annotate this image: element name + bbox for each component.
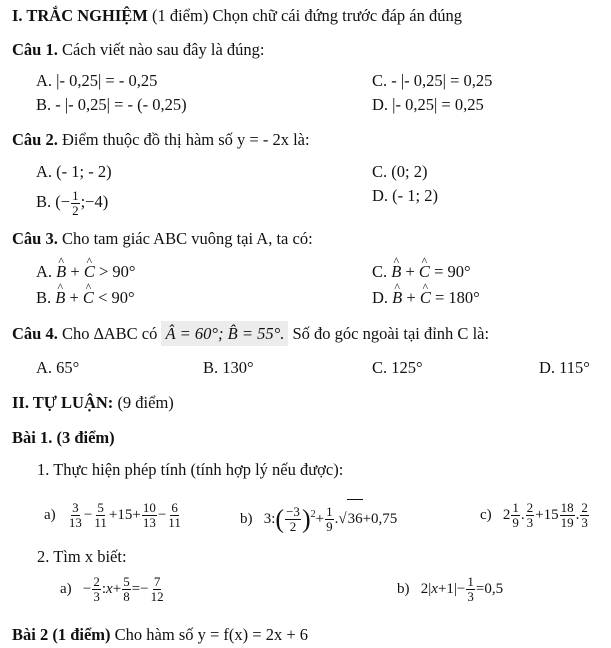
q4-option-c[interactable]: C. 125° [372, 358, 423, 377]
q3-option-b-letter: B. [36, 288, 52, 307]
expression-a: a) $\frac{3}{13}$ − $\frac{5}{11}$ +15+ $\frac{10}{13}$ − $\frac{6}{11}$ [44, 500, 181, 531]
fraction: $\frac{1}{3}$ [467, 574, 474, 605]
part2-title [12, 395, 174, 412]
q3-option-d-relation: = 180° [430, 288, 480, 307]
q3-text: Cho tam giác ABC vuông tại A, ta có: [57, 229, 313, 248]
find-x-b: b) 2|x+1|− $\frac{1}{3}$ =0,5 [397, 574, 504, 605]
q3-label: Câu 3. [12, 229, 58, 248]
angle-c-hat: ^ C [419, 264, 430, 281]
q3-option-c-relation: = 90° [429, 262, 471, 281]
q1-stem [12, 42, 265, 59]
sqrt-36: 36 [347, 499, 363, 538]
angle-c-hat: ^ C [83, 290, 94, 307]
q3-stem [12, 231, 313, 248]
q2-option-c[interactable]: C. (0; 2) [372, 162, 428, 181]
q3-option-d[interactable]: D. ^ B + ^ C = 180° [372, 290, 480, 307]
q2-option-b-rest: ;−4) [80, 192, 109, 211]
angle-b-hat: ^ B [55, 290, 65, 307]
angle-b-hat: ^ B [56, 264, 66, 281]
q3-option-b-relation: < 90° [93, 288, 135, 307]
q3-option-a-letter: A. [36, 262, 53, 281]
expression-c: c) 2 $\frac{1}{9}$ . $\frac{2}{3}$ +15 $\frac{18}{19}$ . $\frac{2}{3}$ [480, 500, 588, 531]
q1-option-c[interactable]: C. - |- 0,25| = 0,25 [372, 71, 493, 90]
angle-b-hat: ^ B [391, 264, 401, 281]
q1-label: Câu 1. [12, 40, 58, 59]
bai2-title [12, 627, 308, 644]
q2-text: Điểm thuộc đồ thị hàm số y = - 2x là: [57, 130, 310, 149]
q4-option-a[interactable]: A. 65° [36, 358, 80, 377]
fraction: $\frac{1}{9}$ [326, 504, 333, 535]
part1-points: (1 điểm) Chọn chữ cái đứng trước đáp án đúng [147, 6, 462, 25]
q3-option-a[interactable]: A. ^ B + ^ C > 90° [36, 264, 136, 281]
q2-stem [12, 132, 310, 149]
fraction: $\frac{7}{12}$ [150, 574, 164, 605]
bai1-title: Bài 1. (3 điểm) [12, 428, 115, 447]
q4-stem [12, 326, 489, 343]
q2-option-b[interactable]: B. (− $\frac{1}{2}$ ;−4) [36, 188, 109, 218]
q2-option-d[interactable]: D. (- 1; 2) [372, 186, 438, 205]
q3-option-c-letter: C. [372, 262, 388, 281]
angle-c-hat: ^ C [420, 290, 431, 307]
find-x-a-label: a) [60, 581, 72, 597]
q3-option-d-letter: D. [372, 288, 389, 307]
fraction: $\frac{2}{3}$ [526, 500, 534, 531]
q4-text-after: Số đo góc ngoài tại đỉnh C là: [288, 324, 490, 343]
q4-option-b[interactable]: B. 130° [203, 358, 254, 377]
part1-title [12, 8, 462, 25]
q1-option-d[interactable]: D. |- 0,25| = 0,25 [372, 95, 484, 114]
fraction: $\frac{5}{8}$ [123, 574, 130, 605]
q1-text: Cách viết nào sau đây là đúng: [57, 40, 265, 59]
part2-points: (9 điểm) [113, 393, 174, 412]
fraction: $\frac{10}{13}$ [142, 500, 156, 531]
bai1-item2: 2. Tìm x biết: [37, 547, 127, 566]
expression-a-label: a) [44, 507, 56, 523]
fraction: $\frac{-3}{2}$ [286, 504, 300, 535]
fraction: $\frac{5}{11}$ [94, 500, 107, 531]
fraction: $\frac{18}{19}$ [560, 500, 574, 531]
q4-option-d[interactable]: D. 115° [539, 358, 590, 377]
q4-label: Câu 4. [12, 324, 58, 343]
q4-text-before: Cho ∆ABC có [57, 324, 162, 343]
expression-b: b) 3:( $\frac{-3}{2}$ )$^2$+ $\frac{1}{9}$ .√36+0,75 [240, 496, 397, 538]
angle-b-hat: ^ B [392, 290, 402, 307]
bai1-item1: 1. Thực hiện phép tính (tính hợp lý nếu được): [37, 460, 344, 479]
q2-option-b-letter: B. [36, 192, 52, 211]
q3-option-c[interactable]: C. ^ B + ^ C = 90° [372, 264, 471, 281]
q2-option-b-fraction [71, 189, 80, 217]
fraction: $\frac{6}{11}$ [168, 500, 181, 531]
q2-option-a[interactable]: A. (- 1; - 2) [36, 162, 112, 181]
bai2-text: Cho hàm số y = f(x) = 2x + 6 [110, 625, 309, 644]
part2-heading: II. TỰ LUẬN: [12, 393, 114, 412]
fraction-denominator: 2 [72, 202, 79, 218]
q3-option-a-relation: > 90° [94, 262, 136, 281]
angle-c-hat: ^ C [84, 264, 95, 281]
fraction: $\frac{2}{3}$ [581, 500, 588, 531]
bai2-label: Bài 2 (1 điểm) [12, 625, 111, 644]
part1-heading: I. TRẮC NGHIỆM [12, 6, 148, 25]
q3-option-b[interactable]: B. ^ B + ^ C < 90° [36, 290, 135, 307]
fraction: $\frac{3}{13}$ [68, 500, 82, 531]
q1-option-a[interactable]: A. |- 0,25| = - 0,25 [36, 71, 158, 90]
find-x-b-label: b) [397, 581, 410, 597]
q2-label: Câu 2. [12, 130, 58, 149]
fraction-numerator: 1 [72, 188, 79, 204]
expression-c-label: c) [480, 507, 492, 523]
q1-option-b[interactable]: B. - |- 0,25| = - (- 0,25) [36, 95, 187, 114]
find-x-a: a) − $\frac{2}{3}$ :x+ $\frac{5}{8}$ =− $\frac{7}{12}$ [60, 574, 164, 605]
expression-b-label: b) [240, 511, 253, 527]
q4-math-shaded: Â = 60°; B̂ = 55°. [161, 321, 288, 346]
fraction: $\frac{1}{9}$ [512, 500, 519, 531]
fraction: $\frac{2}{3}$ [93, 574, 100, 605]
